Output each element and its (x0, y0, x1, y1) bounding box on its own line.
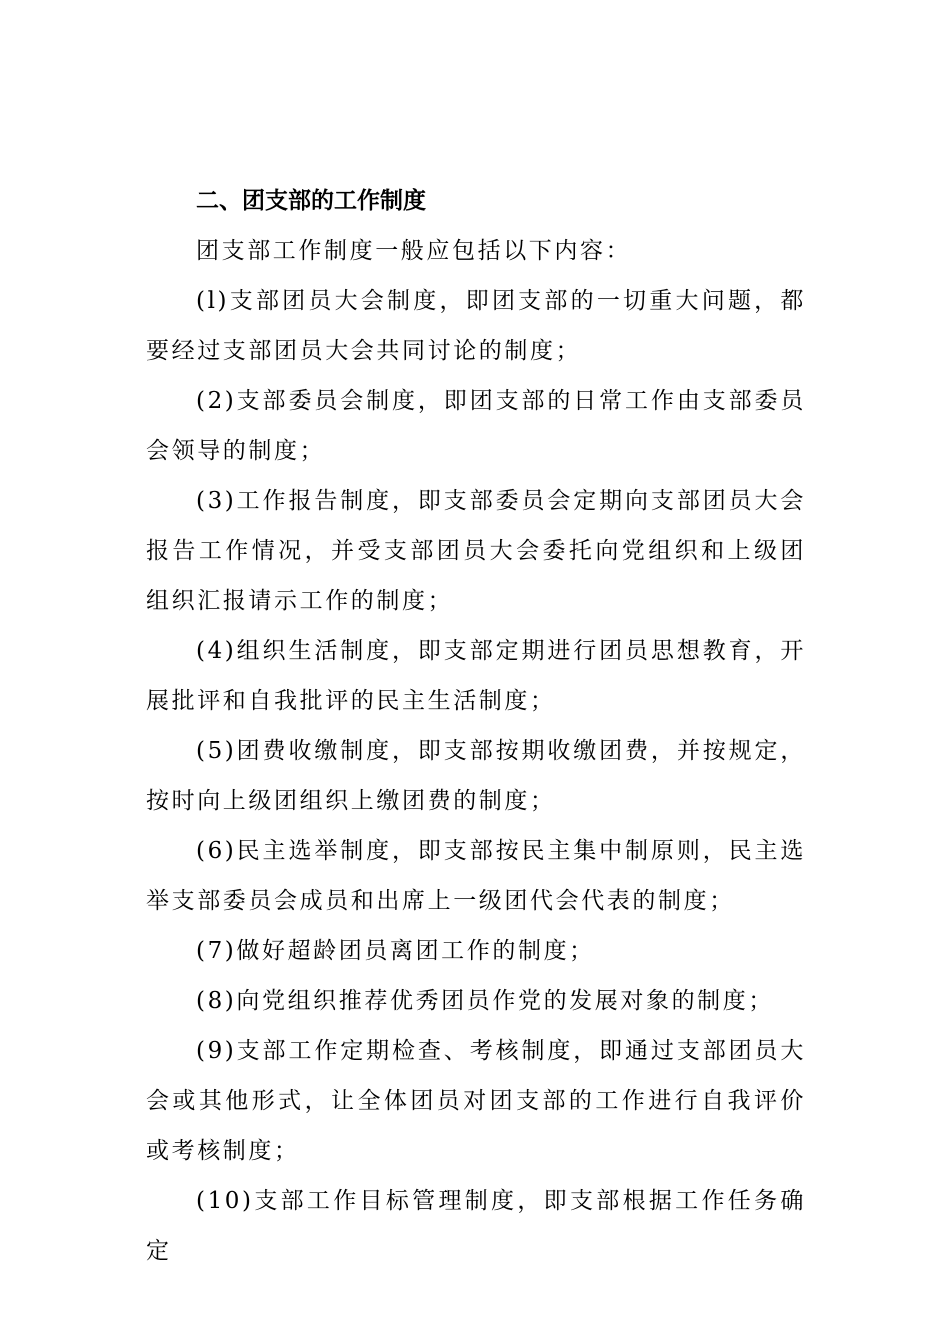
item-4-paragraph: (4)组织生活制度，即支部定期进行团员思想教育，开展批评和自我批评的民主生活制度； (146, 638, 806, 714)
section-title: 二、团支部的工作制度 (196, 188, 426, 214)
item-7-paragraph: (7)做好超龄团员离团工作的制度； (196, 938, 595, 964)
item-8-paragraph: (8)向党组织推荐优秀团员作党的发展对象的制度； (196, 988, 774, 1014)
item-6-paragraph: (6)民主选举制度，即支部按民主集中制原则，民主选举支部委员会成员和出席上一级团代会代表的制度； (146, 838, 806, 914)
item-10-paragraph: (10)支部工作目标管理制度，即支部根据工作任务确定 (146, 1188, 806, 1264)
intro-paragraph: 团支部工作制度一般应包括以下内容： (196, 238, 632, 264)
item-3-paragraph: (3)工作报告制度，即支部委员会定期向支部团员大会报告工作情况，并受支部团员大会委托向党组织和上级团组织汇报请示工作的制度； (146, 488, 806, 614)
item-9-paragraph: (9)支部工作定期检查、考核制度，即通过支部团员大会或其他形式，让全体团员对团支部的工作进行自我评价或考核制度； (146, 1038, 806, 1164)
item-1-paragraph: (l)支部团员大会制度，即团支部的一切重大问题，都要经过支部团员大会共同讨论的制度； (146, 288, 806, 364)
item-5-paragraph: (5)团费收缴制度，即支部按期收缴团费，并按规定，按时向上级团组织上缴团费的制度； (146, 738, 806, 814)
document-page (146, 176, 806, 1276)
item-2-paragraph: (2)支部委员会制度，即团支部的日常工作由支部委员会领导的制度； (146, 388, 806, 464)
